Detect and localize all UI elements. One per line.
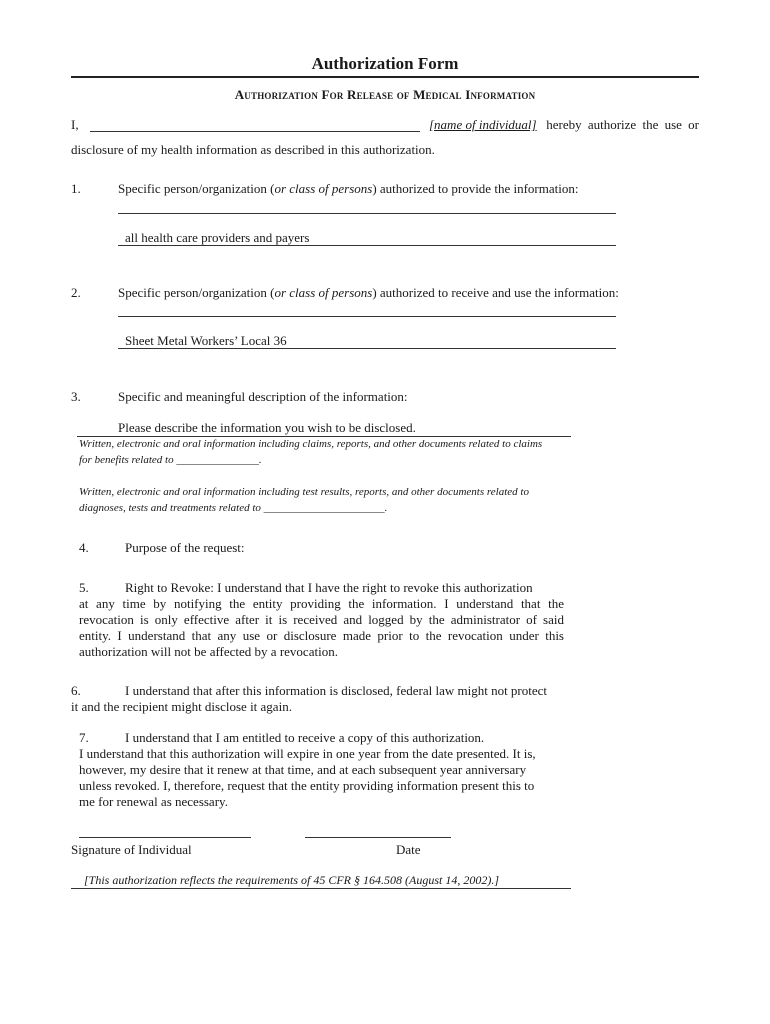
date-line[interactable] — [305, 837, 451, 838]
item1-value-line[interactable] — [118, 245, 616, 246]
item1-label-end: ) authorized to provide the information: — [372, 181, 579, 196]
item6-line2: it and the recipient might disclose it again. — [71, 699, 292, 714]
item4-number: 4. — [79, 540, 89, 555]
item7-line4: unless revoked. I, therefore, request that the entity providing information present this to — [79, 778, 535, 793]
date-label: Date — [396, 842, 421, 857]
item3-option1-line1: Written, electronic and oral information including claims, reports, and other documents related to claims — [79, 438, 543, 450]
item3-label: Specific and meaningful description of the information: — [118, 389, 408, 404]
item1-value: all health care providers and payers — [125, 230, 310, 245]
intro-suffix: hereby authorize the use or — [546, 117, 699, 132]
item1-number: 1. — [71, 181, 81, 196]
item3-number: 3. — [71, 389, 81, 404]
item5-line5: authorization will not be affected by a revocation. — [79, 644, 338, 659]
item3-option2-line1: Written, electronic and oral information including test results, reports, and other documents related to — [79, 486, 529, 498]
item7-line3: however, my desire that it renew at that time, and at each subsequent year anniversary — [79, 762, 527, 777]
item3-instruction: Please describe the information you wish to be disclosed. — [118, 420, 416, 435]
intro-line-2: disclosure of my health information as described in this authorization. — [71, 142, 435, 157]
item1-blank-line[interactable] — [118, 213, 616, 214]
item2-blank-line[interactable] — [118, 316, 616, 317]
item7-line2: I understand that this authorization will expire in one year from the date presented. It is, — [79, 746, 536, 761]
individual-name-hint: [name of individual] — [429, 117, 537, 132]
item3-instruction-line — [77, 436, 571, 437]
item3-option1-line2: for benefits related to _______________. — [79, 454, 262, 466]
item2-label-start: Specific person/organization ( — [118, 285, 275, 300]
item5-line3: revocation is only effective after it is received and logged by the administrator of said — [79, 612, 564, 627]
signature-label: Signature of Individual — [71, 842, 192, 857]
title-rule — [71, 76, 699, 78]
item7-number: 7. — [79, 730, 89, 745]
item5-line1: Right to Revoke: I understand that I have the right to revoke this authorization — [125, 580, 533, 595]
item7-line5: me for renewal as necessary. — [79, 794, 228, 809]
intro-prefix: I, — [71, 117, 79, 132]
item2-value: Sheet Metal Workers’ Local 36 — [125, 333, 287, 348]
item2-label-end: ) authorized to receive and use the information: — [372, 285, 619, 300]
individual-name-field[interactable] — [90, 131, 420, 132]
item5-line4: entity. I understand that any use or disclosure made prior to the revocation under this — [79, 628, 564, 643]
item4-label: Purpose of the request: — [125, 540, 245, 555]
item3-option2-line2: diagnoses, tests and treatments related to ______________________. — [79, 502, 388, 514]
item2-label — [118, 285, 619, 301]
item7-line1: I understand that I am entitled to receive a copy of this authorization. — [125, 730, 485, 745]
footnote: [This authorization reflects the requirements of 45 CFR § 164.508 (August 14, 2002).] — [84, 873, 499, 887]
subtitle-text: Authorization For Release of Medical Information — [234, 87, 536, 102]
item1-label — [118, 181, 578, 197]
item6-number: 6. — [71, 683, 81, 698]
page-title: Authorization Form — [311, 54, 459, 73]
signature-line[interactable] — [79, 837, 251, 838]
item6-line1: I understand that after this information is disclosed, federal law might not protect — [125, 683, 548, 698]
item2-label-italic: or class of persons — [274, 285, 373, 300]
item1-label-italic: or class of persons — [274, 181, 373, 196]
form-subtitle — [0, 87, 770, 103]
item1-label-start: Specific person/organization ( — [118, 181, 275, 196]
item2-number: 2. — [71, 285, 81, 300]
item5-line2: at any time by notifying the entity providing the information. I understand that the — [79, 596, 564, 611]
item5-number: 5. — [79, 580, 89, 595]
item2-value-line[interactable] — [118, 348, 616, 349]
footnote-line — [71, 888, 571, 889]
